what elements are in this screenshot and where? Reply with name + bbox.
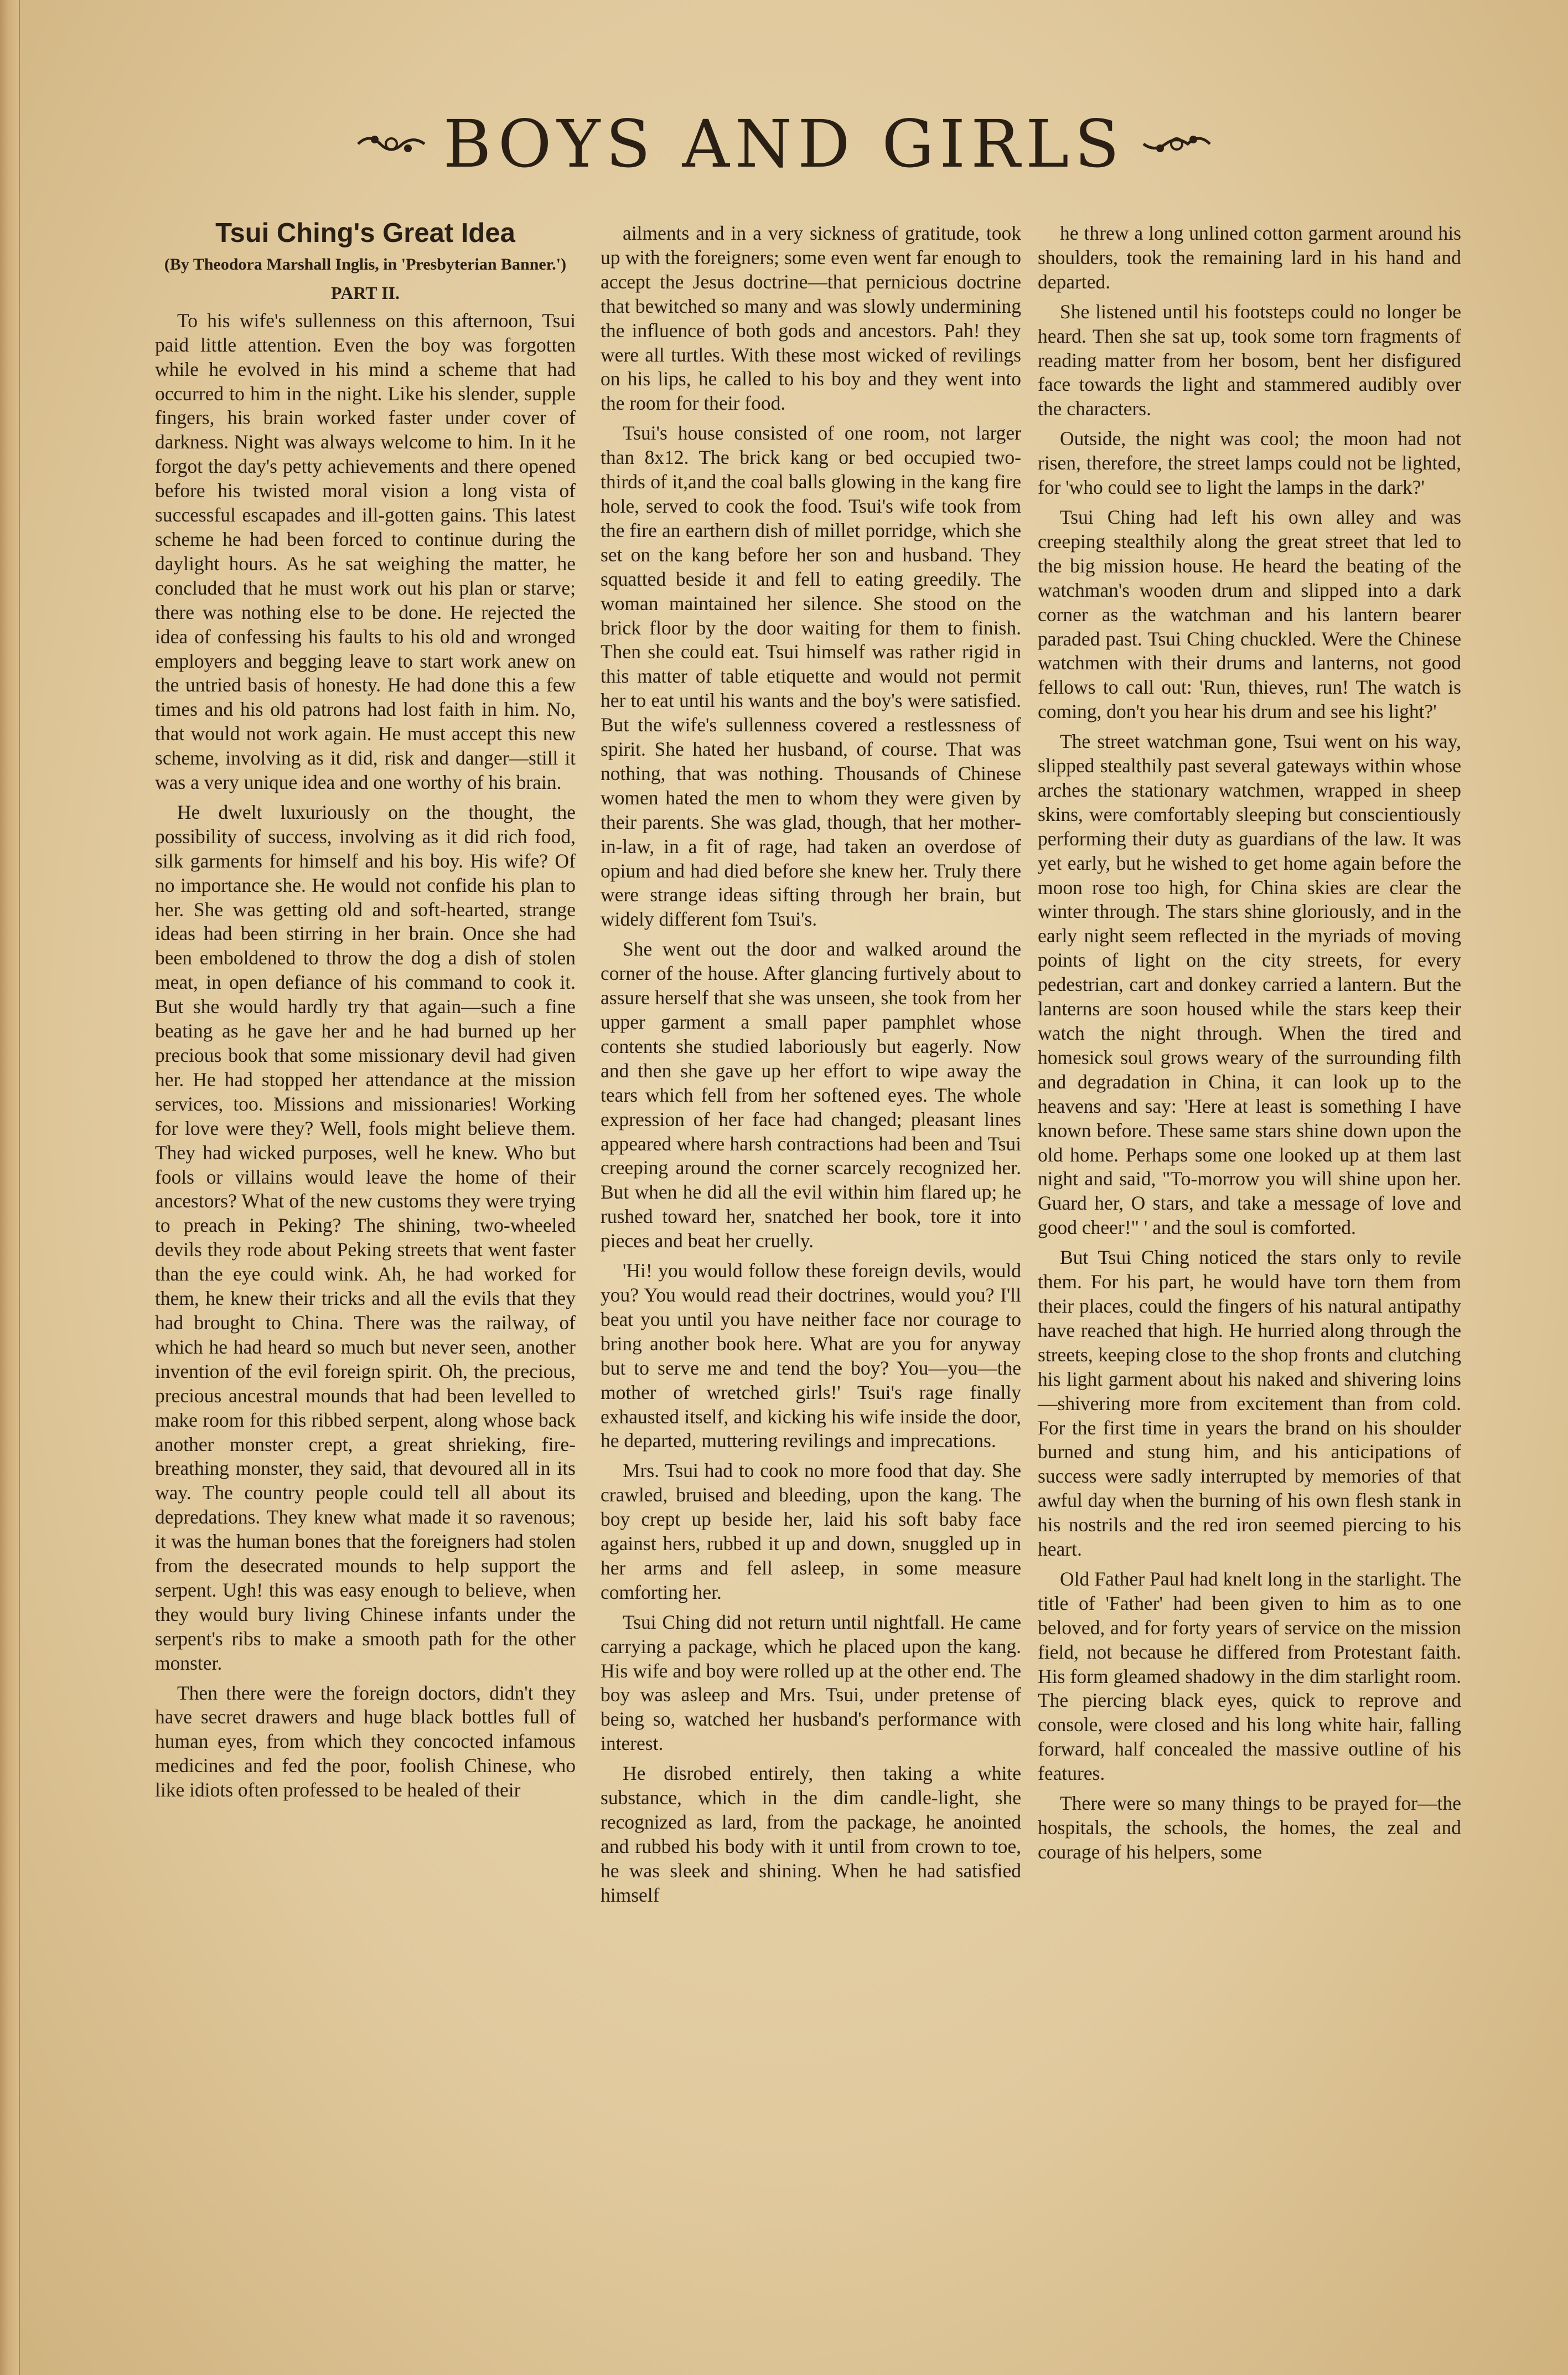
paragraph: The street watchman gone, Tsui went on his way, slipped stealthily past several gateways within whose arches the stationary watchmen, wrapped in sheep skins, were comfortably sleeping but conscientiously performing their duty as guardians of the law. It was yet early, but he wished to get home again before the moon rose too high, for China skies are clear the winter through. The stars shine gloriously, and in the early night seem reflected in the myriads of moving points of light on the city streets, for every pedestrian, cart and donkey carried a lantern. But the lanterns are soon housed while the stars keep their watch the night through. When the tired and homesick soul grows weary of the surrounding filth and degradation in China, it can look up to the heavens and say: 'Here at least is something I have known before. These same stars shine down upon the old home. Perhaps some one looked up at them last night and said, "To-morrow you will shine upon her. Guard her, O stars, and take a message of love and good cheer!" ' and the soul is comforted. <box>1038 730 1461 1239</box>
paragraph: Old Father Paul had knelt long in the starlight. The title of 'Father' had been given to him as to one beloved, and for forty years of service on the mission field, not because he differed from Protestant faith. His form gleamed shadowy in the dim starlight room. The piercing black eyes, quick to reprove and console, were closed and his long white hair, falling forward, half concealed the massive outline of his features. <box>1038 1567 1461 1785</box>
paragraph: Tsui's house consisted of one room, not larger than 8x12. The brick kang or bed occupied two-thirds of it,and the coal balls glowing in the kang fire hole, served to cook the food. Tsui's wife took from the fire an earthern dish of millet porridge, which she set on the kang before her son and husband. They squatted beside it and fell to eating greedily. The woman maintained her silence. She stood on the brick floor by the door waiting for them to finish. Then she could eat. Tsui himself was rather rigid in this matter of table etiquette and would not permit her to eat until his wants and the boy's were satisfied. But the wife's sullenness covered a restlessness of spirit. She hated her husband, of course. That was nothing, that was nothing. Thousands of Chinese women hated the men to whom they were given by their parents. She was glad, though, that her mother-in-law, in a fit of rage, had taken an overdose of opium and had died before she knew her. Truly there were strange ideas sifting through her brain, but widely different fom Tsui's. <box>601 422 1021 931</box>
paragraph: She listened until his footsteps could no longer be heard. Then she sat up, took some torn fragments of reading matter from her bosom, bent her disfigured face towards the light and stammered audibly over the characters. <box>1038 300 1461 420</box>
article-title: Tsui Ching's Great Idea <box>215 218 515 248</box>
paragraph: 'Hi! you would follow these foreign devils, would you? You would read their doctrines, would you? I'll beat you until you have neither face nor courage to bring another book here. What are you for anyway but to serve me and tend the boy? You—you—the mother of wretched girls!' Tsui's rage finally exhausted itself, and kicking his wife inside the door, he departed, muttering revilings and imprecations. <box>601 1259 1021 1452</box>
paragraph: Then there were the foreign doctors, didn't they have secret drawers and huge black bottles full of human eyes, from which they concocted infamous medicines and fed the poor, foolish Chinese, who like idiots often professed to be healed of their <box>155 1681 576 1801</box>
article-byline: (By Theodora Marshall Inglis, in 'Presbyterian Banner.') <box>164 255 567 273</box>
paragraph: But Tsui Ching noticed the stars only to revile them. For his part, he would have torn them from their places, could the fingers of his natural antipathy have reached that high. He hurried along through the streets, keeping close to the shop fronts and clutching his light garment about his naked and shivering loins—shivering more from excitement than from cold. For the first time in years the brand on his shoulder burned and stung him, and his anticipations of success were sadly interrupted by memories of that awful day when the burning of his own flesh stank in his nostrils and the red iron seemed piercing to his heart. <box>1038 1246 1461 1561</box>
section-title: BOYS AND GIRLS <box>443 106 1125 182</box>
paragraph: He disrobed entirely, then taking a white substance, which in the dim candle-light, she recognized as lard, from the package, he anointed and rubbed his body with it until from crown to toe, he was sleek and shining. When he had satisfied himself <box>601 1762 1021 1906</box>
section-masthead <box>0 100 1568 188</box>
column-3 <box>1038 221 1461 1870</box>
paragraph: Outside, the night was cool; the moon had not risen, therefore, the street lamps could not be lighted, for 'who could see to light the lamps in the dark?' <box>1038 427 1461 499</box>
paragraph: He dwelt luxuriously on the thought, the possibility of success, involving as it did rich food, silk garments for himself and his boy. His wife? Of no importance she. He would not confide his plan to her. She was getting old and soft-hearted, strange ideas had been stirring in her brain. Once she had been emboldened to throw the dog a dish of stolen meat, in open defiance of his command to cook it. But she would hardly try that again—such a fine beating as he gave her and he had burned up her precious book that some missionary devil had given her. He had stopped her attendance at the mission services, too. Missions and missionaries! Working for love were they? Well, fools might believe them. They had wicked purposes, well he knew. Who but fools or villains would leave the home of their ancestors? What of the new customs they were trying to preach in Peking? The shining, two-wheeled devils they rode about Peking streets that went faster than the eye could wink. Ah, he had worked for them, he knew their tricks and all the evils that they had brought to China. There was the railway, of which he had heard so much but never seen, another invention of the evil foreign spirit. Oh, the precious, precious ancestral mounds that had been levelled to make room for this ribbed serpent, along whose back another monster crept, a great shrieking, fire-breathing monster, they said, that devoured all in its way. The country people could tell all about its depredations. They knew what made it so ravenous; it was the human bones that the foreigners had stolen from the desecrated mounds to help support the serpent. Ugh! this was easy enough to believe, when they would bury living Chinese infants under the serpent's ribs to make a smooth path for the other monster. <box>155 801 576 1674</box>
column-1-body <box>155 309 576 1803</box>
page-fold-edge <box>0 0 20 2375</box>
column-2 <box>601 221 1021 1913</box>
paragraph: ailments and in a very sickness of gratitude, took up with the foreigners; some even went far enough to accept the Jesus doctrine—that pernicious doctrine that bewitched so many and was slowly undermining the influence of both gods and ancestors. Pah! they were all turtles. With these most wicked of revilings on his lips, he called to his boy and they went into the room for their food. <box>601 222 1021 415</box>
right-ornament-icon <box>1138 122 1215 166</box>
paragraph: Tsui Ching did not return until nightfall. He came carrying a package, which he placed upon the kang. His wife and boy were rolled up at the other end. The boy was asleep and Mrs. Tsui, under pretense of being so, watched her husband's performance with interest. <box>601 1610 1021 1755</box>
article-part-label: PART II. <box>331 282 400 303</box>
left-ornament-icon <box>353 122 430 166</box>
paragraph: There were so many things to be prayed for—the hospitals, the schools, the homes, the zeal and courage of his helpers, some <box>1038 1792 1461 1863</box>
column-2-body <box>601 221 1021 1908</box>
paragraph: Mrs. Tsui had to cook no more food that day. She crawled, bruised and bleeding, upon the kang. The boy crept up beside her, laid his soft baby face against hers, rubbed it up and down, snuggled up in her arms and fell asleep, in some measure comforting her. <box>601 1459 1021 1603</box>
paragraph: She went out the door and walked around the corner of the house. After glancing furtively about to assure herself that she was unseen, she took from her upper garment a small paper pamphlet whose contents she studied laboriously but eagerly. Now and then she gave up her effort to wipe away the tears which fell from her softened eyes. The whole expression of her face had changed; pleasant lines appeared where harsh contractions had been and Tsui creeping around the corner scarcely recognized her. But when he did all the evil within him flared up; he rushed toward her, snatched her book, tore it into pieces and beat her cruelly. <box>601 938 1021 1252</box>
paragraph: he threw a long unlined cotton garment around his shoulders, took the remaining lard in his hand and departed. <box>1038 222 1461 293</box>
column-1 <box>155 218 576 1808</box>
paragraph: To his wife's sullenness on this afternoon, Tsui paid little attention. Even the boy was forgotten while he evolved in his mind a scheme that had occurred to him in the night. Like his slender, supple fingers, his brain worked faster under cover of darkness. Night was always welcome to him. In it he forgot the day's petty achievements and there opened before his twisted moral vision a long vista of successful escapades and ill-gotten gains. This latest scheme he had been forced to continue during the daylight hours. As he sat weighing the matter, he concluded that he must work out his plan or starve; there was nothing else to be done. He rejected the idea of confessing his faults to his old and wronged employers and begging leave to start work anew on the untried basis of honesty. He had done this a few times and his old patrons had lost faith in him. No, that would not work again. He must accept this new scheme, involving as it did, risk and danger—still it was a very unique idea and one worthy of his brain. <box>155 309 576 794</box>
column-3-body <box>1038 221 1461 1865</box>
paragraph: Tsui Ching had left his own alley and was creeping stealthily along the great street that led to the big mission house. He heard the beating of the watchman's wooden drum and slipped into a dark corner as the watchman and his lantern bearer paraded past. Tsui Ching chuckled. Were the Chinese watchmen with their drums and lanterns, not good fellows to call out: 'Run, thieves, run! The watch is coming, don't you hear his drum and see his light?' <box>1038 505 1461 723</box>
